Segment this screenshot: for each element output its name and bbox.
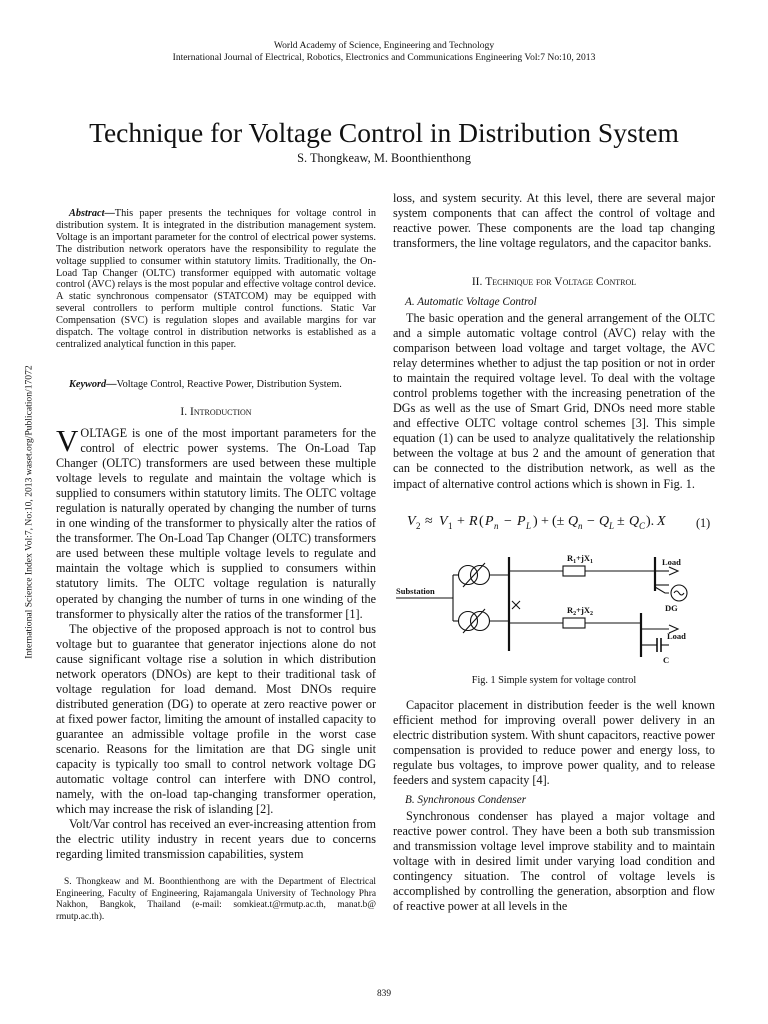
svg-text:X: X [657,514,666,529]
substation-label: Substation [396,586,435,596]
footnote-text: S. Thongkeaw and M. Boonthienthong are with the Department of Electrical Engineering, Faculty of Engineering, Rajamangala University of Technology Phra Nakhon, Bangkok, Thailand (e-mail: somkieat.t@rmutp.ac.th, manat.b@ rmutp.ac.th). [56,877,376,922]
page-number: 839 [376,989,392,999]
impedance-r2-x2 [563,618,585,628]
intro-paragraph-1-text: OLTAGE is one of the most important parameters for the control of electric power systems. The On-Load Tap Changer (OLTC) transformers are used between these multiple voltage levels to regulate and maintain the voltage which is supplied to consumers within statutory limits. The OLTC voltage regulation is naturally operated by changing the number of turns in one winding of the transformer to physically alter the ratios of the transformer. The On-Load Tap Changer (OLTC) transformers are used between these multiple voltage levels to regulate and maintain the voltage which is supplied to consumers within statutory limits. The OLTC voltage regulation is naturally operated by changing the number of turns in one winding of the transformer to physically alter the ratios of the transformer [1]. [56,426,376,621]
svg-text:2: 2 [416,521,421,531]
svg-text:L: L [609,521,615,531]
svg-text:(±: (± [552,514,565,529]
r2-label: $R_2+jX_2$ [567,605,593,617]
svg-text:Q: Q [568,514,579,529]
keywords [56,379,376,391]
abstract-label: Abstract [69,208,105,219]
keywords-text: Voltage Control, Reactive Power, Distribution System. [116,379,342,390]
svg-text:(: ( [479,514,484,529]
journal-header-line1: World Academy of Science, Engineering and Technology [273,40,495,51]
impedance-r1-x1 [563,566,585,576]
load-2-label: Load [667,631,686,641]
right-column-continuation [393,191,715,251]
capacitor-label: C [663,655,670,665]
equation-number: (1) [696,516,711,530]
section-heading-introduction [56,406,376,418]
tap-changer-1-arrow [463,563,485,587]
dg-sine [674,591,684,595]
section-number: II. [471,276,483,288]
svg-text:R: R [469,514,478,529]
subsection-a-paragraph: The basic operation and the general arrangement of the OLTC and a simple automatic voltage control (AVC) relay with the comparison between load voltage and target voltage, the AVC relay determines whether to adjust the tap position or not in order to maintain the required voltage level. To deal with the voltage control problems together with the increasing penetration of the DGs as well as the use of Smart Grid, DNOs need more stable and effective OLTC voltage control schemes [3]. This simple equation (1) can be used to analyze qualitatively the relationship between the voltage at bus 2 and the amount of generation that can be connected to the distribution network, as well as the impact of alternative control actions which is shown in Fig. 1. [393,311,715,491]
capacitor-paragraph: Capacitor placement in distribution feeder is the well known efficient method for improving overall power delivery in an electric distribution system. With shunt capacitors, reactive power compensation is provided to reduce power and energy loss, to regulate bus voltages, to improve power quality, and to release feeders and system capacity [4]. [393,698,715,788]
svg-text:≈: ≈ [425,514,433,529]
svg-text:−: − [587,514,595,529]
load-1-label: Load [662,557,681,567]
figure-caption: Fig. 1 Simple system for voltage control [471,675,637,686]
svg-text:Q: Q [629,514,640,529]
svg-text:+: + [541,514,549,529]
svg-text:V: V [439,514,448,529]
load-1-arrow [669,567,678,575]
svg-text:C: C [639,521,646,531]
svg-text:P: P [485,514,494,529]
keywords-label: Keyword [69,379,107,390]
intro-paragraph-2: The objective of the proposed approach is not to control bus voltage but to guarantee that generator injections alone do not cause significant voltage rise a solution in which distribution network operators (DNOs) are kept to their traditional task of voltage regulation for load demand. Most DNOs require distributed generation (DG) to operate at zero reactive power or at fixed power factor, limiting the amount of installed capacity to guarantee an admissible voltage profile in the worst case scenario. Reasons for the limitation are that DG single unit capacity is typically too small to control network voltage DG automatic voltage control can interfere with DNO control, namely, with the on-load tap-changing transformer operation, which may increase the risk of islanding [2]. [56,621,376,817]
svg-text:±: ± [617,514,625,529]
side-index-label[interactable]: International Science Index Vol:7, No:10, 2013 waset.org/Publication/17072 [23,365,35,659]
svg-text:1: 1 [448,521,453,531]
subsection-b-paragraph: Synchronous condenser has played a major voltage and reactive power control. They have been a both sub transmission and transmission voltage level improve stability and to maintain voltage with in desired limit under varying load condition and contingency situation. The control of voltage levels is accomplished by controlling the generation, absorption and flow of reactive power at all levels in the [393,809,715,914]
abstract-text: This paper presents the techniques for voltage control in distribution system. It is integrated in the distribution management system. Voltage is an important parameter for the control of electrical power systems. The distribution network operators have the responsibility to regulate the voltage supplied to consumer within statutory limits. Traditionally, the On-Load Tap Changer (OLTC) transformer equipped with automatic voltage control (AVC) relays is the most popular and effective voltage control device. A static synchronous compensator (STATCOM) may be equipped with several controllers to perform multiple control functions. Static Var Compensation (SVC) is regulation slopes and available margins for var dispatch. The voltage control in distribution networks is established as a centralized analytical function in this paper. [56,208,376,350]
svg-text:−: − [504,514,512,529]
tap-changer-2-arrow [463,609,485,633]
continuation-paragraph: loss, and system security. At this level, there are several major system components that can affect the control of voltage and reactive power. These components are the load tap changing transformers, the line voltage regulators, and the capacitor banks. [393,191,715,251]
svg-text:).: ). [646,514,655,529]
abstract [56,208,376,351]
abstract-dash: — [104,208,115,219]
capacitor-paragraph-block [393,698,715,788]
journal-header-line2: International Journal of Electrical, Robotics, Electronics and Communications Engineering Vol:7 No:10, 2013 [172,52,596,63]
svg-text:P: P [517,514,526,529]
svg-text:n: n [578,521,583,531]
intro-paragraph-1 [56,423,376,622]
intro-paragraph-3: Volt/Var control has received an ever-increasing attention from the electric utility industry in recent years due to concerns regarding limited transmission capabilities, system [56,817,376,862]
drop-cap: V [56,423,79,458]
paper-title: Technique for Voltage Control in Distribution System [89,117,679,148]
left-column-body [56,423,376,862]
svg-text:n: n [494,521,499,531]
svg-text:V: V [407,514,416,529]
svg-text:+: + [457,514,465,529]
section-title: Introduction [189,406,252,418]
r1-label: $R_1+jX_1$ [567,553,593,565]
author-footnote [56,877,376,923]
dg-label: DG [665,603,678,613]
keywords-dash: — [106,379,117,390]
section-heading-technique [393,276,715,288]
figure-1-circuit-diagram [393,547,715,669]
svg-text:): ) [533,514,538,529]
equation-1 [405,508,711,534]
subsection-b-body [393,809,715,914]
section-title: Technique for Voltage Control [485,276,637,288]
subsection-a-body [393,311,715,492]
paper-authors: S. Thongkeaw, M. Boonthienthong [297,151,471,165]
svg-text:Q: Q [599,514,610,529]
section-number: I. [180,406,188,418]
svg-text:L: L [526,521,532,531]
subsection-heading-a: A. Automatic Voltage Control [405,296,537,308]
subsection-heading-b: B. Synchronous Condenser [405,794,527,806]
